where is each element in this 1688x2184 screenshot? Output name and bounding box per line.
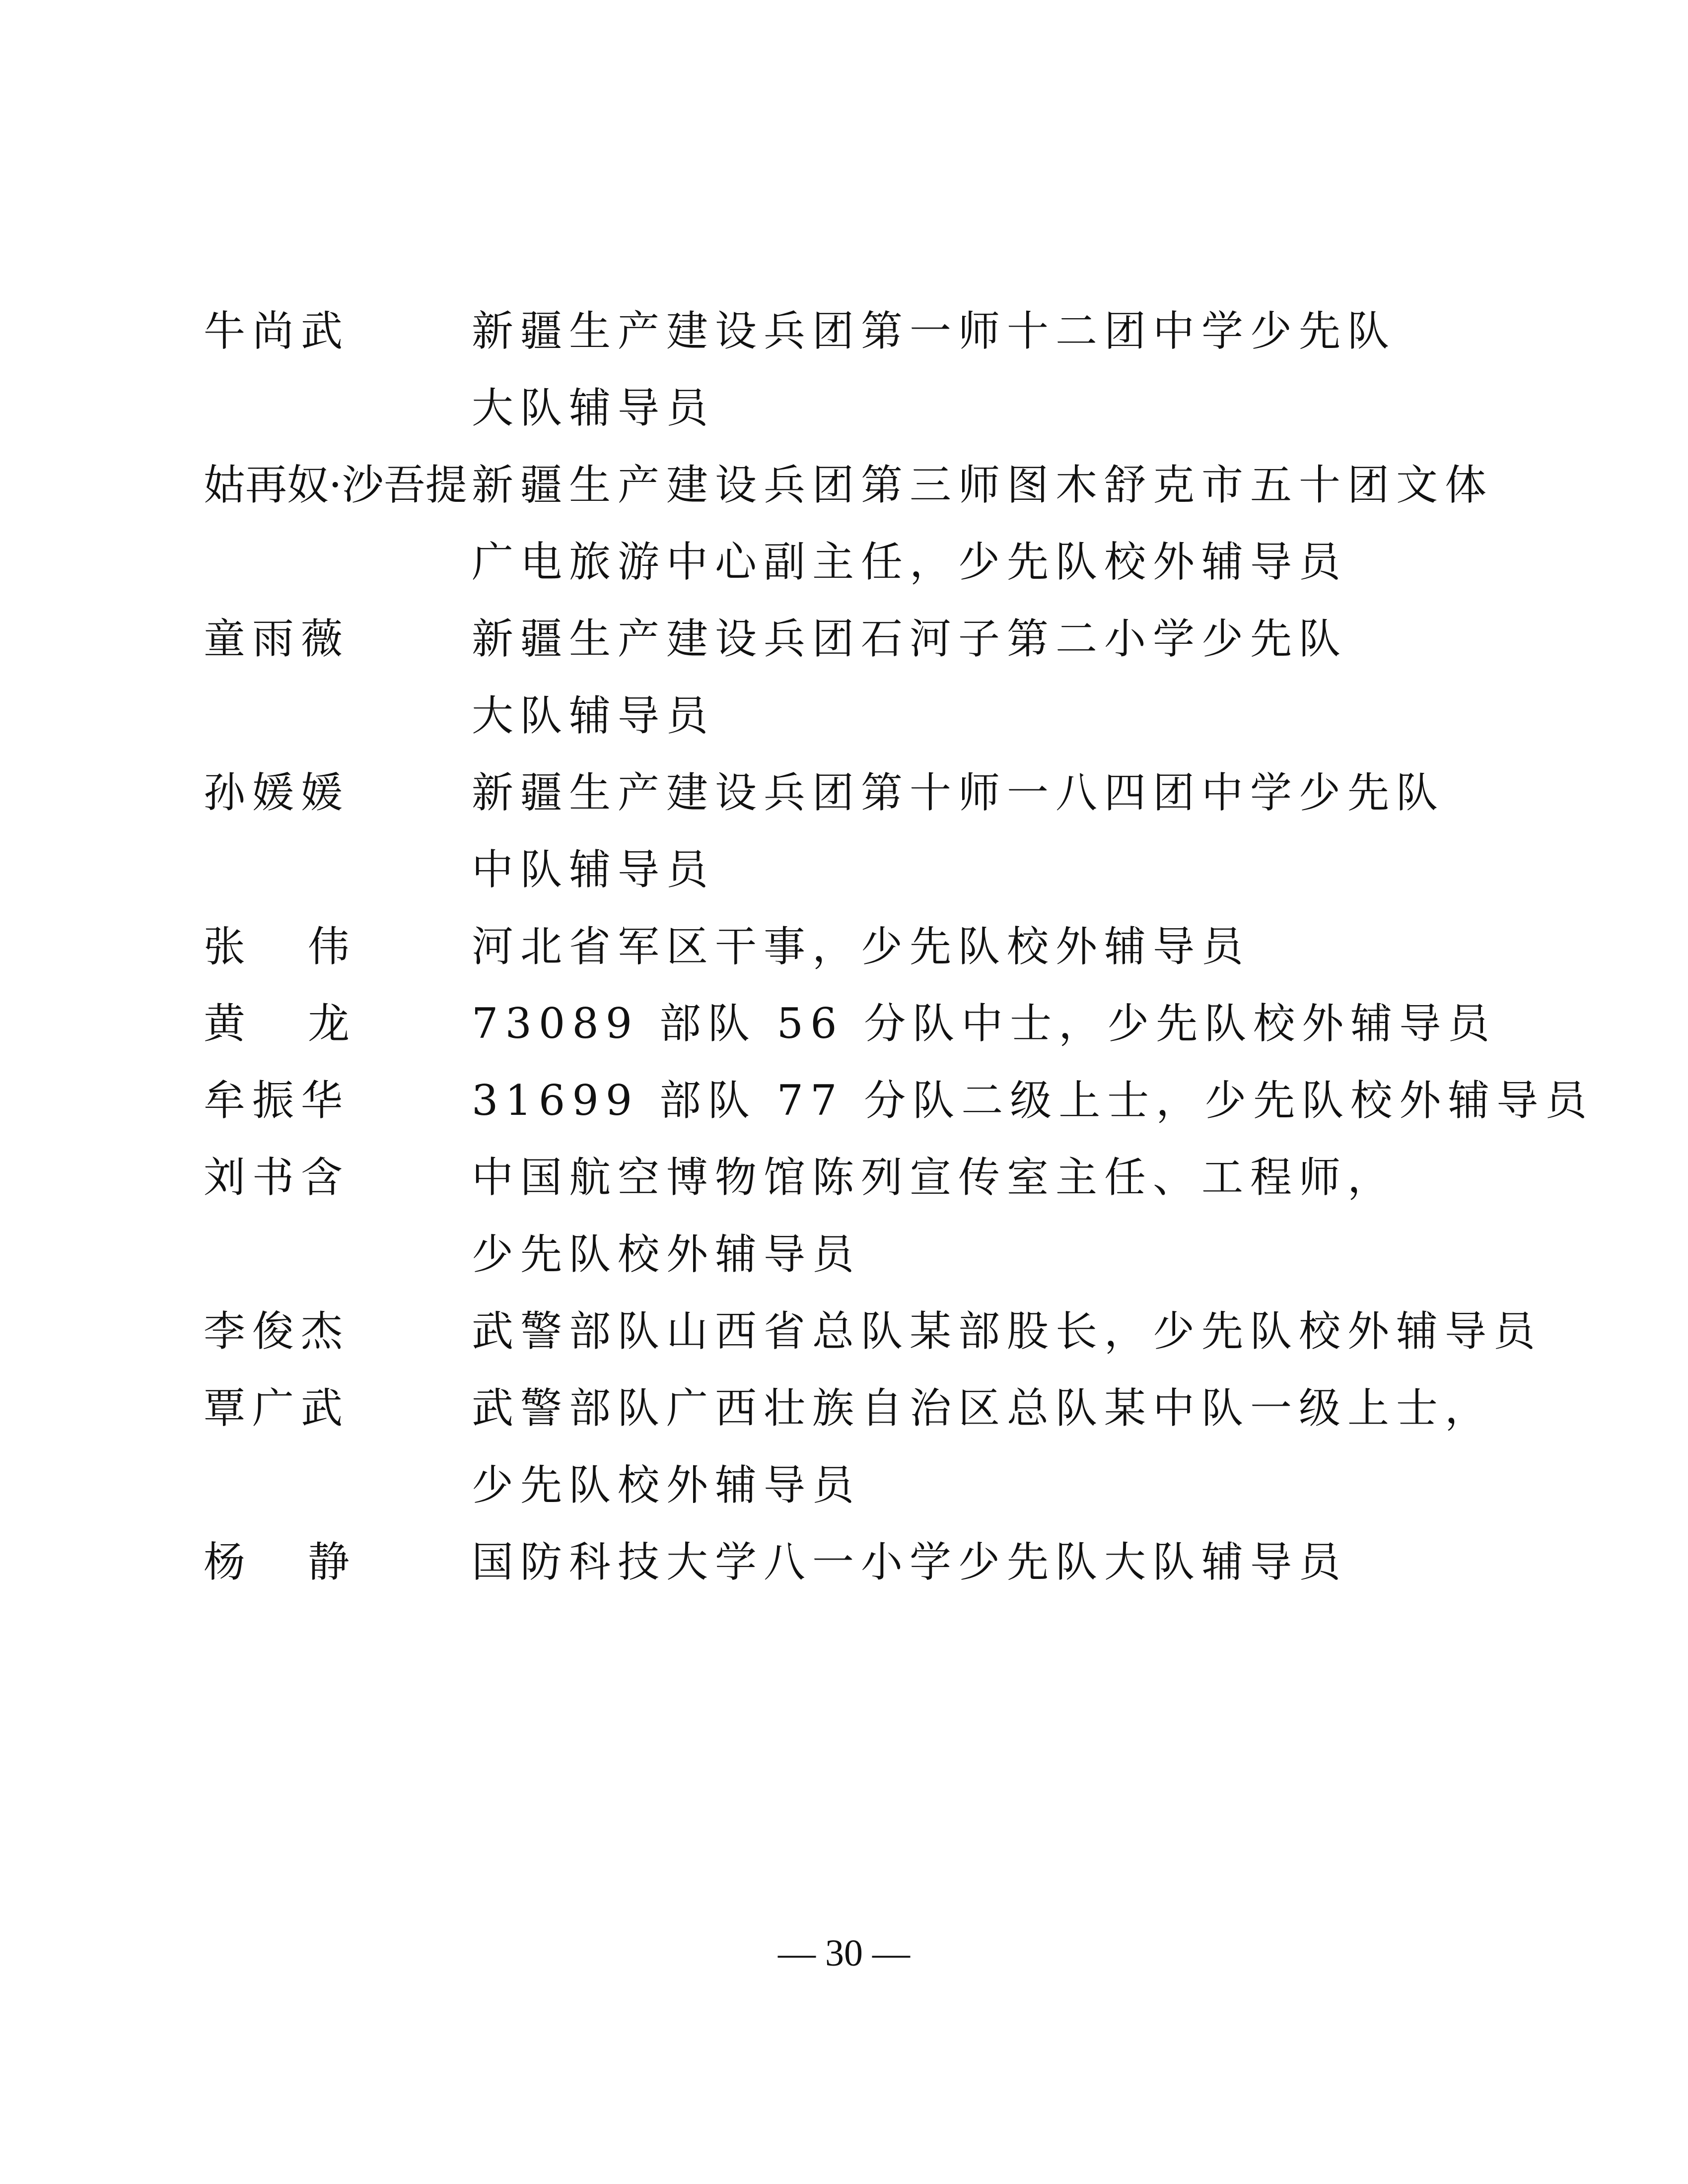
person-name: 刘书含 — [204, 1153, 350, 1202]
title-line: 武警部队广西壮族自治区总队某中队一级上士， — [472, 1384, 1494, 1433]
title-line: 大队辅导员 — [472, 691, 715, 740]
roster-entry — [204, 1370, 1494, 1524]
person-title — [472, 1062, 1594, 1139]
person-name: 覃广武 — [204, 1384, 350, 1433]
person-title — [472, 1139, 1445, 1293]
title-line: 新疆生产建设兵团第十师一八四团中学少先队 — [472, 768, 1445, 817]
person-name: 孙媛媛 — [204, 768, 350, 817]
roster-entry — [204, 985, 1497, 1062]
title-line: 河北省军区干事，少先队校外辅导员 — [472, 922, 1251, 971]
roster-entry — [204, 1293, 1543, 1370]
person-name — [204, 908, 472, 985]
roster-entry — [204, 1524, 1445, 1601]
name-char: 伟 — [308, 922, 350, 971]
person-name: 牟振华 — [204, 1076, 350, 1125]
name-char: 张 — [204, 922, 246, 971]
name-char: 黄 — [204, 999, 246, 1048]
title-line: 31699 部队 77 分队二级上士，少先队校外辅导员 — [472, 1076, 1594, 1125]
title-line: 73089 部队 56 分队中士，少先队校外辅导员 — [472, 999, 1497, 1048]
person-name: 李俊杰 — [204, 1307, 350, 1356]
title-line: 少先队校外辅导员 — [472, 1230, 861, 1279]
person-title — [472, 1370, 1493, 1524]
person-name: 童雨薇 — [204, 614, 350, 663]
title-line: 新疆生产建设兵团第三师图木舒克市五十团文体 — [472, 461, 1494, 509]
person-title — [472, 754, 1445, 908]
person-title — [472, 985, 1496, 1062]
person-title — [472, 447, 1493, 601]
person-name — [204, 985, 472, 1062]
person-title — [472, 908, 1445, 985]
title-line: 广电旅游中心副主任，少先队校外辅导员 — [472, 538, 1348, 586]
title-line: 中队辅导员 — [472, 845, 715, 894]
roster-list — [204, 293, 1594, 1601]
person-title — [472, 601, 1445, 754]
title-line: 国防科技大学八一小学少先队大队辅导员 — [472, 1538, 1348, 1586]
title-line: 中国航空博物馆陈列宣传室主任、工程师， — [472, 1153, 1397, 1202]
name-char: 杨 — [204, 1538, 246, 1586]
roster-entry — [204, 908, 1445, 985]
roster-entry — [204, 1062, 1594, 1139]
page-number: — 30 — — [778, 1932, 910, 1974]
title-line: 新疆生产建设兵团石河子第二小学少先队 — [472, 614, 1348, 663]
person-name: 姑再奴·沙吾提 — [204, 461, 467, 509]
person-title — [472, 293, 1445, 447]
person-title — [472, 1524, 1445, 1601]
roster-entry — [204, 1139, 1445, 1293]
roster-entry — [204, 754, 1445, 908]
roster-entry — [204, 601, 1445, 754]
person-title — [472, 1293, 1542, 1370]
title-line: 大队辅导员 — [472, 384, 715, 432]
roster-entry — [204, 447, 1494, 601]
person-name: 牛尚武 — [204, 307, 350, 355]
person-name — [204, 1524, 472, 1601]
roster-entry — [204, 293, 1445, 447]
title-line: 武警部队山西省总队某部股长，少先队校外辅导员 — [472, 1307, 1543, 1356]
name-char: 龙 — [308, 999, 350, 1048]
title-line: 新疆生产建设兵团第一师十二团中学少先队 — [472, 307, 1397, 355]
title-line: 少先队校外辅导员 — [472, 1461, 861, 1509]
name-char: 静 — [308, 1538, 350, 1586]
